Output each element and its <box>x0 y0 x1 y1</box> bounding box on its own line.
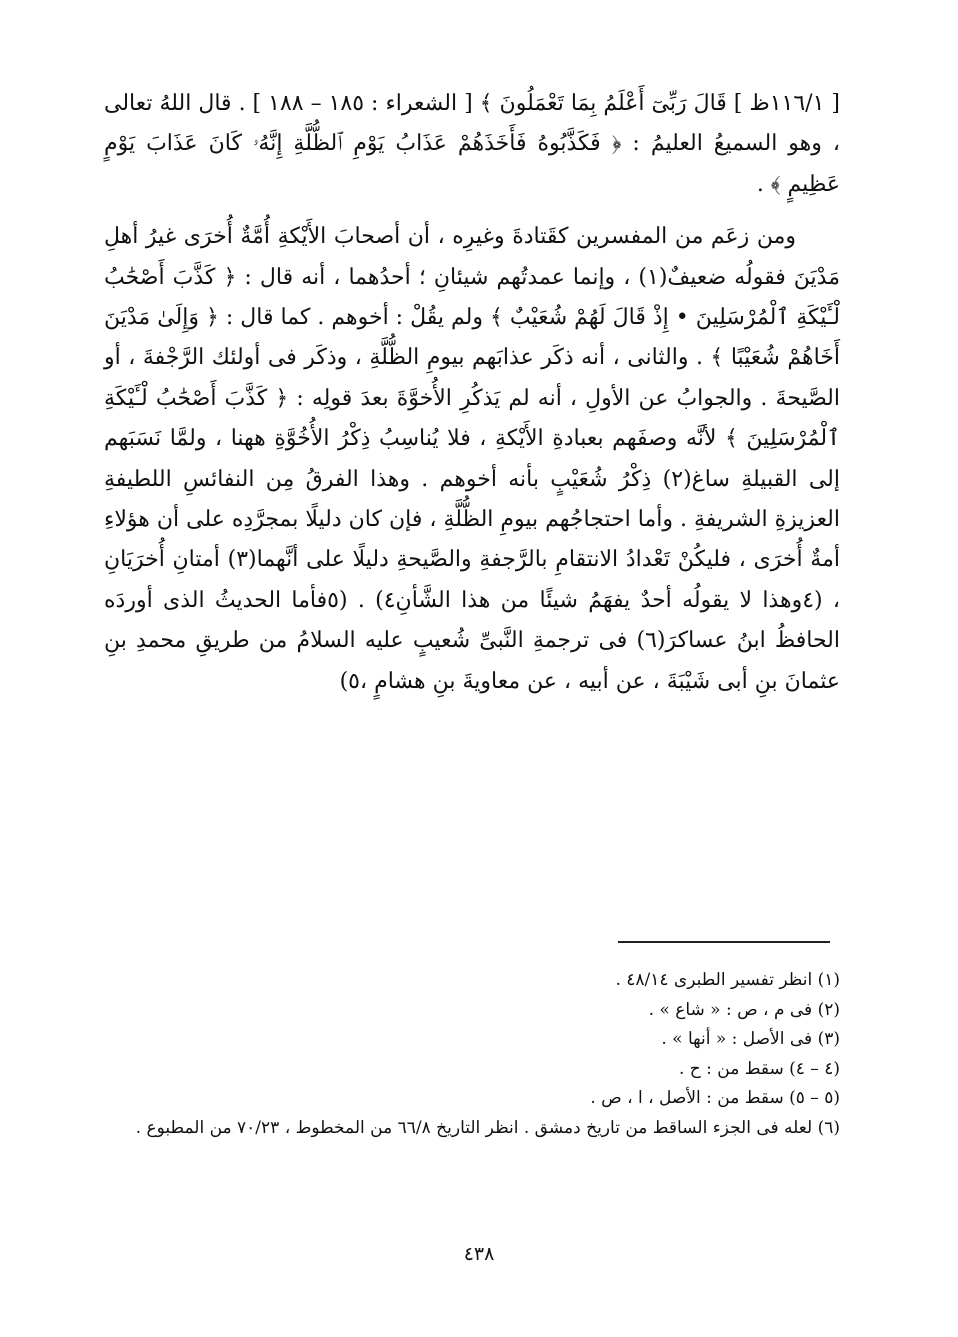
footnote-4: (٤ – ٤) سقط من : ح . <box>678 1058 840 1079</box>
footnote-2: (٢) فى م ، ص : « شاع » . <box>648 999 840 1020</box>
paragraph-continuation: [ ١١٦/١ظ ] قَالَ رَبِّىٓ أَعْلَمُ بِمَا تَعْمَلُونَ ﴾ [ الشعراء : ١٨٥ – ١٨٨ ] . قال اللهُ تعالى ، وهو السميعُ العليمُ : ﴿ فَكَذَّبُوهُ فَأَخَذَهُمْ عَذَابُ يَوْمِ ٱلظُّلَّةِ إِنَّهُۥ كَانَ عَذَابَ يَوْمٍ عَظِيمٍ ﴾ . <box>104 91 841 197</box>
footnote-6: (٦) لعله فى الجزء الساقط من تاريخ دمشق . انظر التاريخ ٦٦/٨ من المخطوط ، ٧٠/٢٣ من المطبوع . <box>135 1117 840 1138</box>
footnote-3: (٣) فى الأصل : « أنها » . <box>661 1029 840 1049</box>
footnote-separator <box>618 941 830 943</box>
main-text <box>104 84 840 702</box>
footnotes <box>104 966 840 1143</box>
paragraph-commentary: ومن زعَم من المفسرين كقَتادةَ وغيرِه ، أن أصحابَ الأَيْكةِ أُمَّةٌ أُخرَى غيرُ أهلِ مَدْيَنَ فقولُه ضعيفٌ(١) ، وإنما عمدتُهم شيئانِ ؛ أحدُهما ، أنه قال : ﴿ كَذَّبَ أَصْحَٰبُ لْـَٔيْكَةِ ٱلْمُرْسَلِينَ • إِذْ قَالَ لَهُمْ شُعَيْبٌ ﴾ ولم يقُلْ : أخوهم . كما قال : ﴿ وَإِلَىٰ مَدْيَنَ أَخَاهُمْ شُعَيْبًا ﴾ . والثانى ، أنه ذكَر عذابَهم بيومِ الظُّلَّةِ ، وذكَر فى أولئك الرَّجْفةَ ، أو الصَّيحةَ . والجوابُ عن الأولِ ، أنه لم يَذكُرِ الأُخوَّةَ بعدَ قولِه : ﴿ كَذَّبَ أَصْحَٰبُ لْـَٔيْكَةِ ٱلْمُرْسَلِينَ ﴾ لأنَّه وصفَهم بعبادةِ الأَيْكةِ ، فلا يُناسِبُ ذِكْرُ الأُخُوَّةِ ههنا ، ولمَّا نَسَبَهم إلى القبيلةِ ساغ(٢) ذِكْرُ شُعَيْبٍ بأنه أخوهم . وهذا الفرقُ مِن النفائسِ اللطيفةِ العزيزةِ الشريفةِ . وأما احتجاجُهم بيومِ الظُّلَّةِ ، فإن كان دليلًا بمجرَّدِه على أن هؤلاءِ أمةٌ أُخرَى ، فليكُنْ تَعْدادُ الانتقامِ بالرَّجفةِ والصَّيحةِ دليلًا على أنَّهما(٣) أمتانِ أُخرَيَانِ ، (٤وهذا لا يقولُه أحدٌ يفهَمُ شيئًا من هذا الشَّأنِ٤) . (٥فأما الحديثُ الذى أوردَه الحافظُ ابنُ عساكرَ(٦) فى ترجمةِ النَّبىِّ شُعيبٍ عليه السلامُ من طريقِ محمدِ بنِ عثمانَ بنِ أبى شَيْبَةَ ، عن أبيه ، عن معاويةَ بنِ هشامٍ ،٥) <box>104 224 841 694</box>
page-number: ٤٣٨ <box>463 1243 495 1265</box>
footnote-5: (٥ – ٥) سقط من : الأصل ، ا ، ص . <box>590 1088 840 1108</box>
footnote-1: (١) انظر تفسير الطبرى ٤٨/١٤ . <box>615 970 840 990</box>
